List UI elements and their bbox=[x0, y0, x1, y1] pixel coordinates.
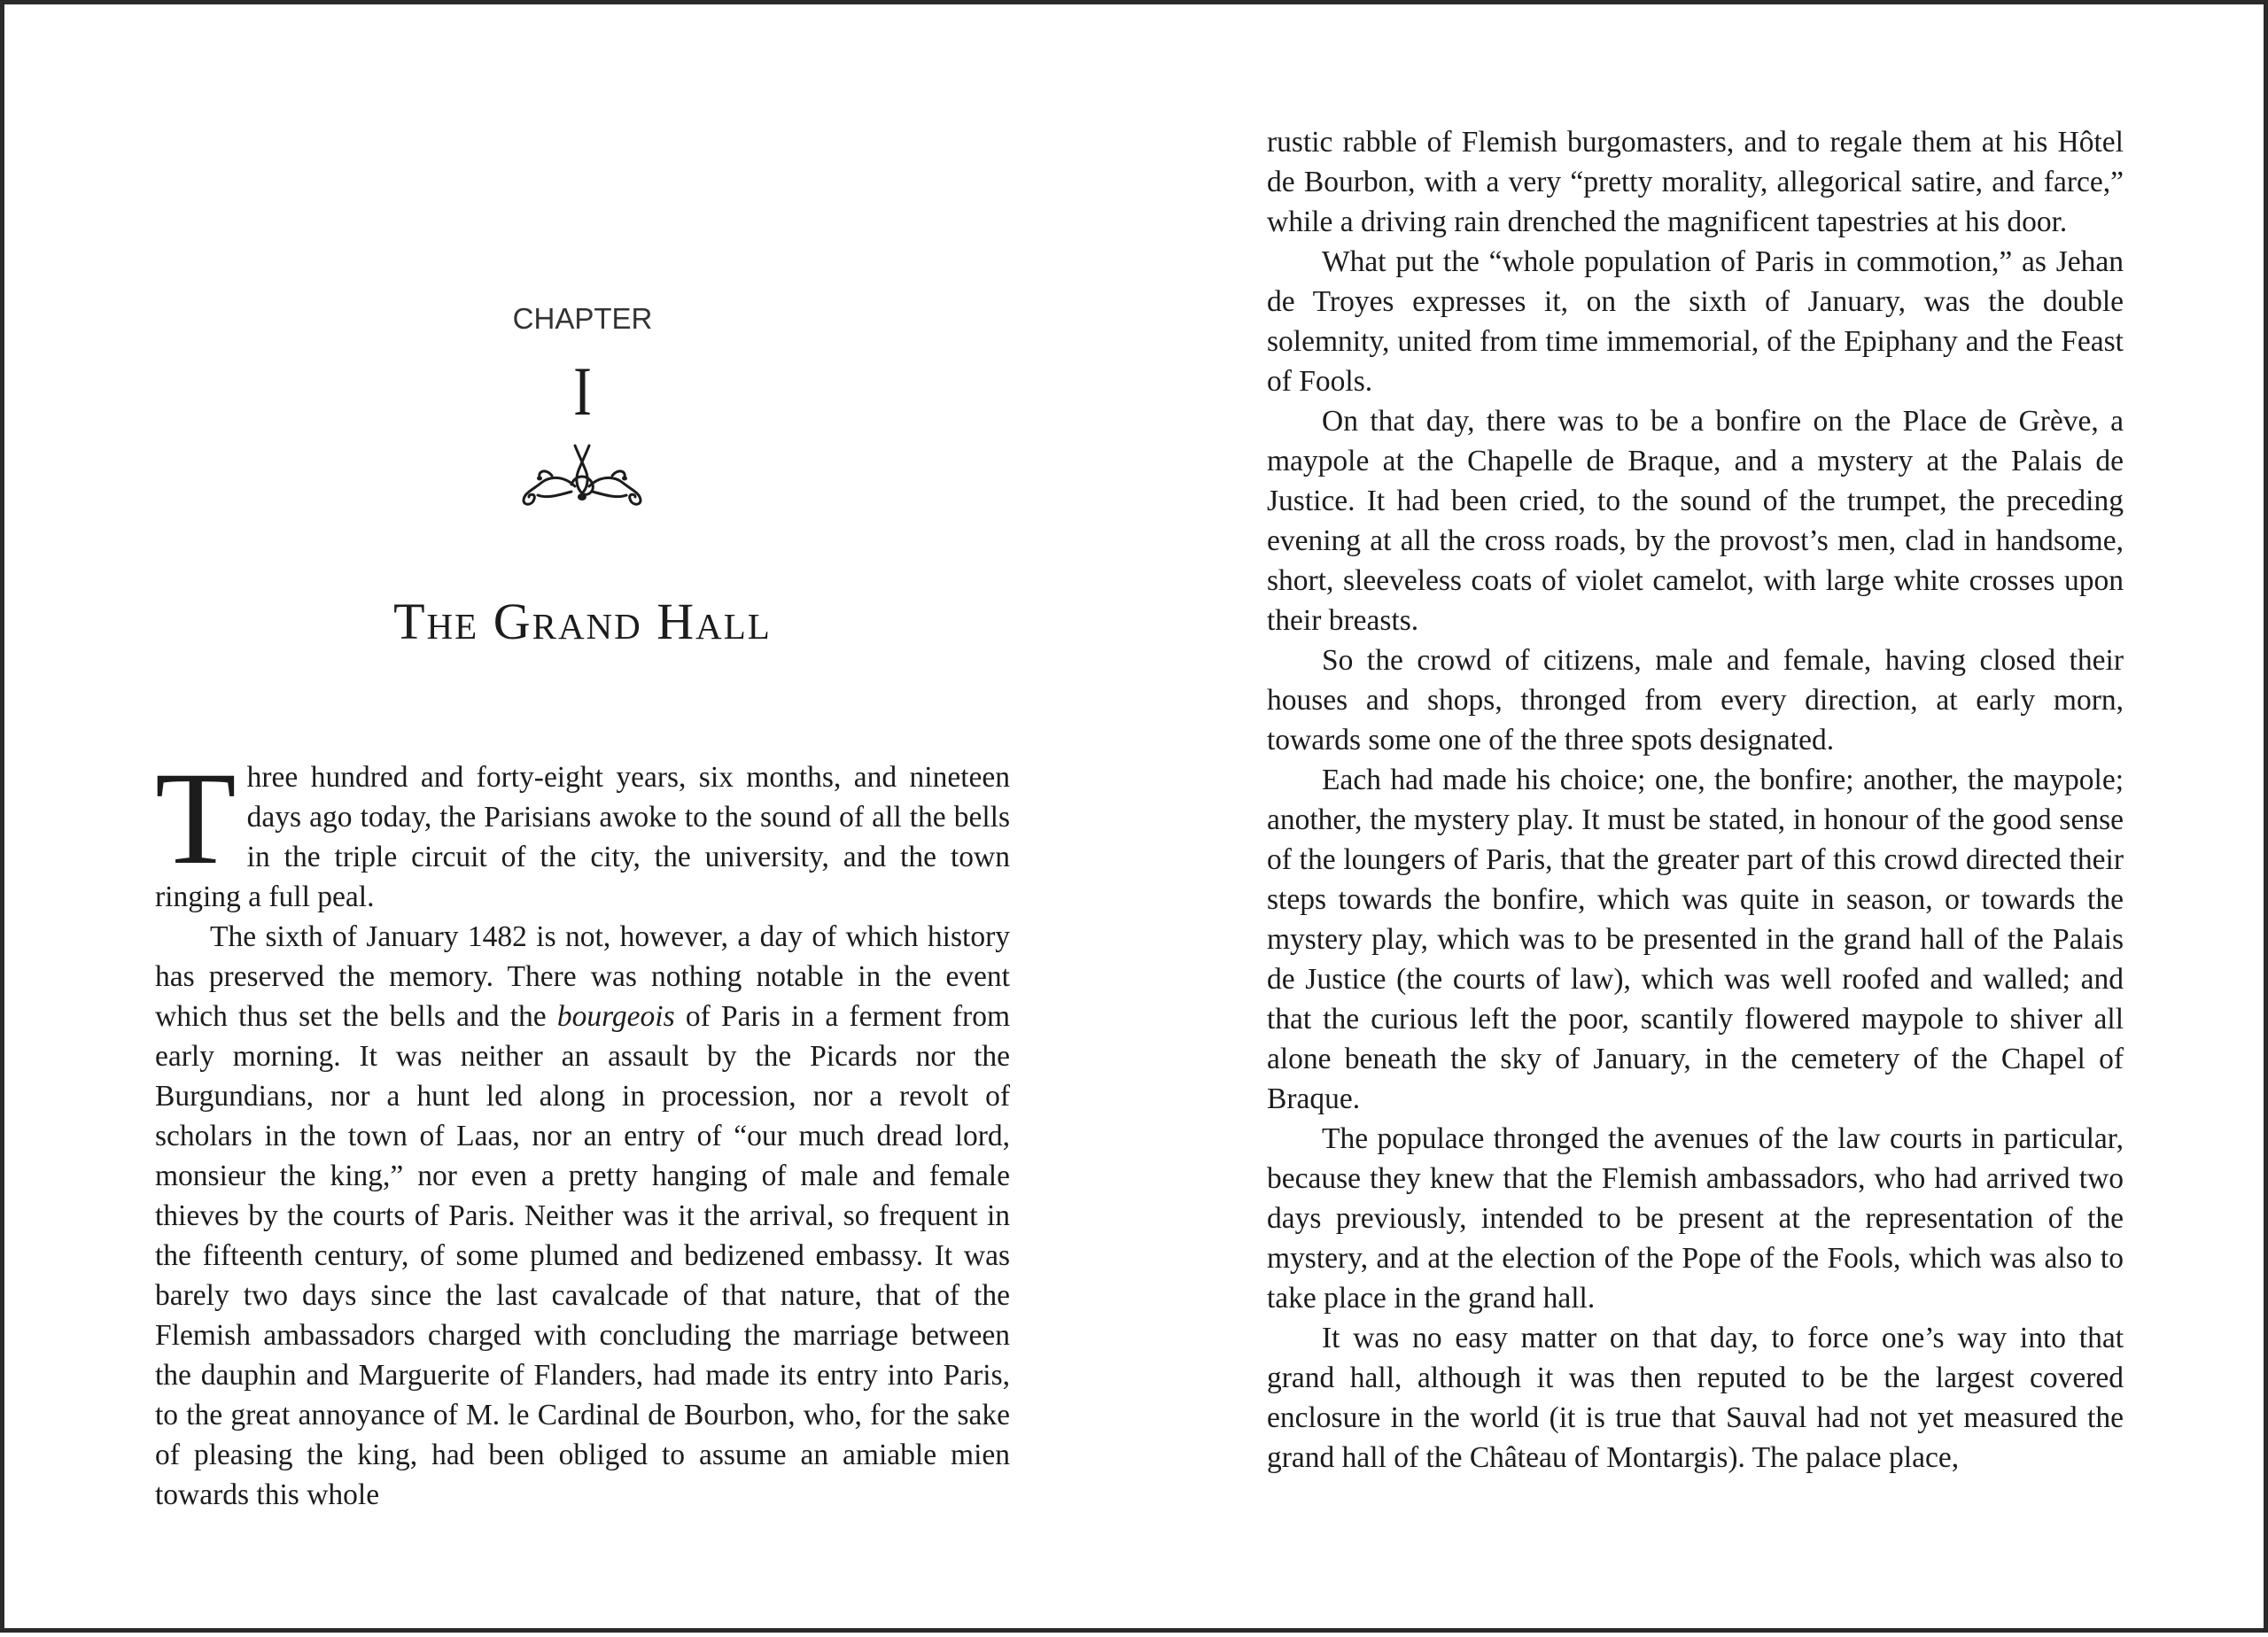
chapter-label: CHAPTER bbox=[512, 302, 653, 335]
fleuron-ornament-icon bbox=[520, 442, 644, 506]
chapter-number: I bbox=[573, 353, 592, 430]
left-body-text bbox=[155, 745, 1010, 1515]
paragraph: What put the “whole population of Paris in commotion,” as Jehan de Troyes expresses it, on the sixth of January, was the double solemnity, united from time immemorial, of the Epiphany and the Feast of Fools. bbox=[1267, 245, 2124, 398]
paragraph: It was no easy matter on that day, to force one’s way into that grand hall, although it was then reputed to be the largest covered enclosure in the world (it is true that Sauval had not yet measured the grand hall of the Château of Montargis). The palace place, bbox=[1267, 1322, 2124, 1474]
drop-cap: T bbox=[155, 745, 237, 892]
paragraph-text: of Paris in a ferment from early morning. It was neither an assault by the Picards nor the Burgundians, nor a hunt led along in procession, nor a revolt of scholars in the town of Laas, nor an entry of “our much dread lord, monsieur the king,” nor even a pretty hanging of male and female thieves by the courts of Paris. Neither was it the arrival, so frequent in the fifteenth century, of some plumed and bedizened embassy. It was barely two days since the last cavalcade of that nature, that of the Flemish ambassadors charged with concluding the marriage between the dauphin and Marguerite of Flanders, had made its entry into Paris, to the great annoyance of M. le Cardinal de Bourbon, who, for the sake of pleasing the king, had been obliged to assume an amiable mien towards this whole bbox=[155, 1000, 1010, 1511]
italic-word: bourgeois bbox=[556, 1000, 675, 1033]
paragraph: So the crowd of citizens, male and female, having closed their houses and shops, thronged from every direction, at early morn, towards some one of the three spots designated. bbox=[1267, 644, 2124, 756]
chapter-title: The Grand Hall bbox=[393, 593, 772, 650]
paragraph bbox=[155, 745, 1010, 917]
right-body-text bbox=[1267, 122, 2124, 1478]
right-page bbox=[1267, 4, 2124, 1637]
paragraph: The populace thronged the avenues of the law courts in particular, because they knew that the Flemish ambassadors, who had arrived two days previously, intended to be present at the representation of the mystery, and at the election of the Pope of the Fools, which was also to take place in the grand hall. bbox=[1267, 1122, 2124, 1315]
paragraph: On that day, there was to be a bonfire on the Place de Grève, a maypole at the Chapelle de Braque, and a mystery at the Palais de Justice. It had been cried, to the sound of the trumpet, the preceding evening at all the cross roads, by the provost’s men, clad in handsome, short, sleeveless coats of violet camelot, with large white crosses upon their breasts. bbox=[1267, 405, 2124, 637]
paragraph-text: hree hundred and forty-eight years, six months, and nineteen days ago today, the Parisians awoke to the sound of all the bells in the triple circuit of the city, the university, and the town ringing a full peal. bbox=[155, 761, 1010, 913]
paragraph: rustic rabble of Flemish burgomasters, and to regale them at his Hôtel de Bourbon, with a very “pretty morality, allegorical satire, and farce,” while a driving rain drenched the magnificent tapestries at his door. bbox=[1267, 126, 2124, 238]
paragraph bbox=[155, 917, 1010, 1515]
paragraph: Each had made his choice; one, the bonfire; another, the maypole; another, the mystery play. It must be stated, in honour of the good sense of the loungers of Paris, that the greater part of this crowd directed their steps towards the bonfire, which was quite in season, or towards the mystery play, which was to be presented in the grand hall of the Palais de Justice (the courts of law), which was well roofed and walled; and that the curious left the poor, scantily flowered maypole to shiver all alone beneath the sky of January, in the cemetery of the Chapel of Braque. bbox=[1267, 764, 2124, 1115]
paragraph-text: The sixth of January 1482 is not, however, a day of which history has preserved the memory. There was nothing notable in the event which thus set the bells and the bbox=[155, 920, 1010, 1033]
left-page bbox=[155, 4, 1010, 1637]
